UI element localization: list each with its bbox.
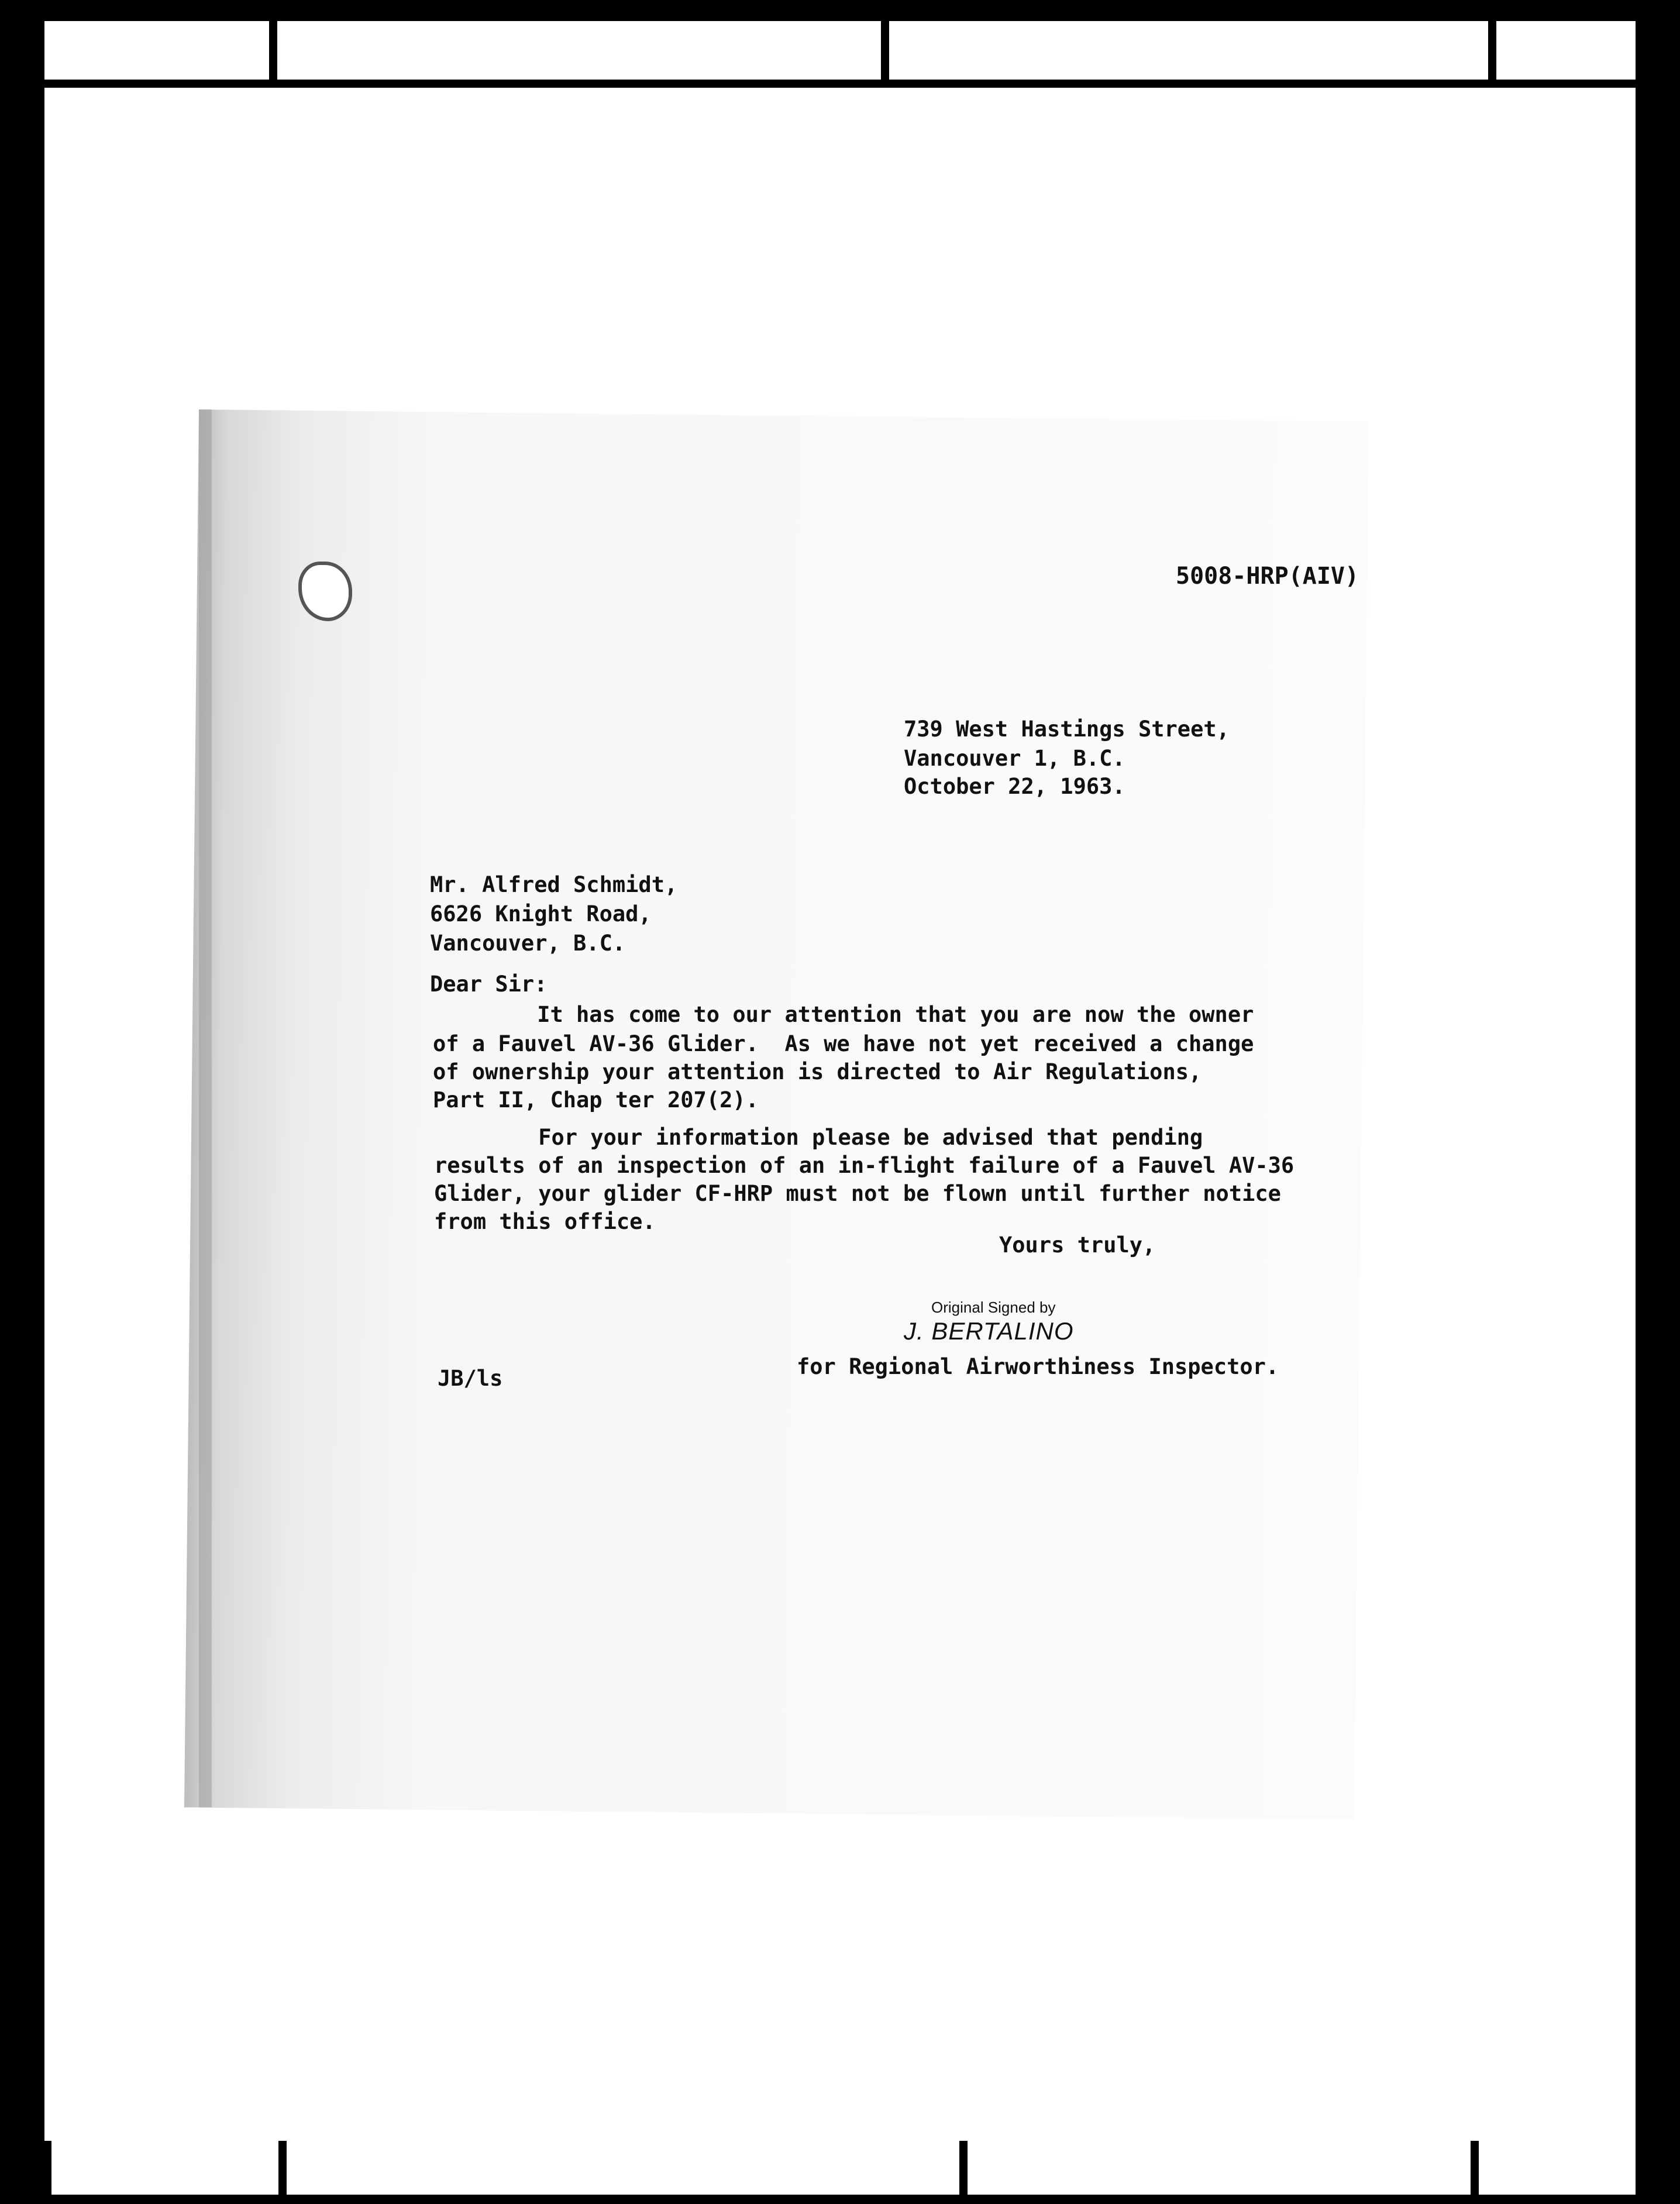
film-frame-cell (287, 2141, 959, 2195)
file-reference: 5008-HRP(AIV) (1176, 563, 1359, 590)
signature-stamp-label: Original Signed by (931, 1299, 1056, 1316)
film-frame-cell (1479, 2141, 1636, 2195)
paragraph-line: Glider, your glider CF-HRP must not be flown until further notice (434, 1181, 1281, 1206)
film-frame-cell (968, 2141, 1471, 2195)
address-line: 739 West Hastings Street, (904, 717, 1230, 742)
signature-name: J. BERTALINO (904, 1317, 1074, 1345)
paragraph-line: It has come to our attention that you are now the owner (433, 1002, 1254, 1027)
letter-date: October 22, 1963. (904, 774, 1125, 799)
paragraph-line: from this office. (434, 1209, 656, 1234)
paragraph-line: results of an inspection of an in-flight failure of a Fauvel AV-36 (434, 1153, 1295, 1178)
film-frame-cell (1496, 21, 1636, 80)
film-frame-cell (889, 21, 1488, 80)
sheet-shadow (199, 409, 212, 1807)
film-frame-cell (277, 21, 881, 80)
recipient-line: Mr. Alfred Schmidt, (430, 872, 678, 897)
paragraph-line: of ownership your attention is directed to Air Regulations, (433, 1059, 1202, 1084)
signer-title: for Regional Airworthiness Inspector. (797, 1354, 1279, 1379)
paragraph-line: Part II, Chap ter 207(2). (433, 1087, 759, 1113)
recipient-line: 6626 Knight Road, (430, 901, 652, 927)
paragraph-line: For your information please be advised that pending (434, 1125, 1203, 1150)
closing: Yours truly, (999, 1232, 1156, 1258)
letter-sheet (184, 409, 1369, 1820)
salutation: Dear Sir: (430, 972, 548, 997)
recipient-line: Vancouver, B.C. (430, 931, 626, 956)
film-frame-cell (44, 21, 269, 80)
film-frame-cell (51, 2141, 278, 2195)
address-line: Vancouver 1, B.C. (904, 746, 1125, 771)
paragraph-line: of a Fauvel AV-36 Glider. As we have not yet received a change (433, 1031, 1254, 1056)
typist-initials: JB/ls (438, 1366, 503, 1391)
